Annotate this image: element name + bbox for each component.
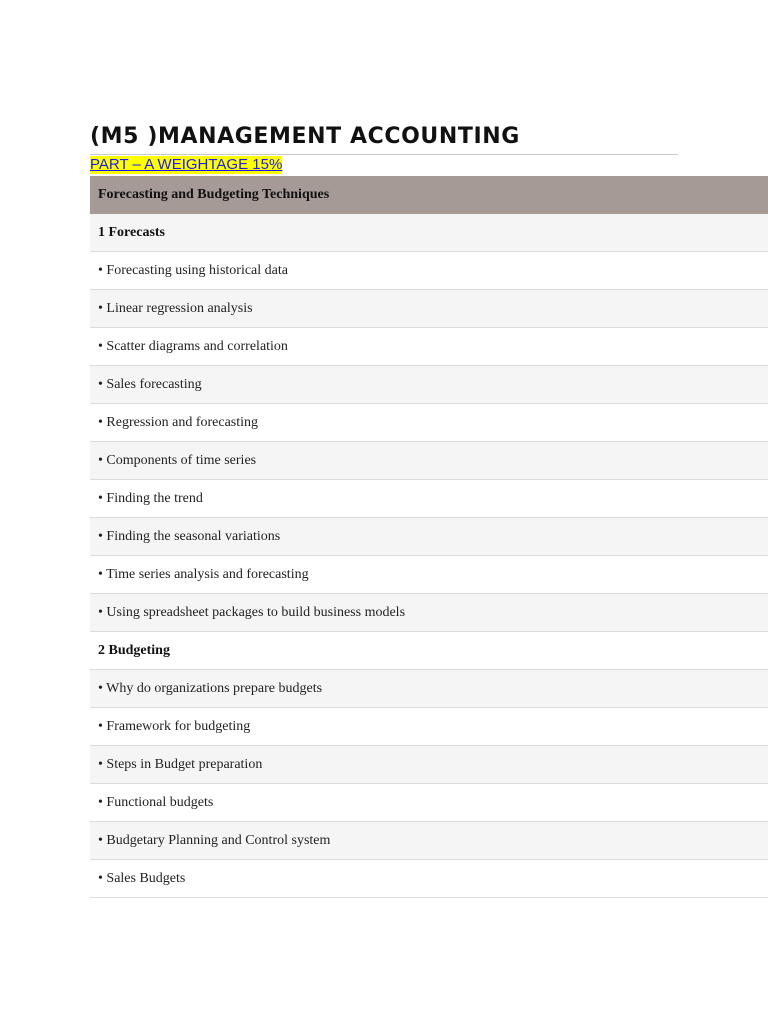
table-row: • Using spreadsheet packages to build business models	[90, 594, 768, 632]
table-row: • Sales Budgets	[90, 860, 768, 898]
document-title: (M5 )MANAGEMENT ACCOUNTING	[90, 124, 520, 149]
section-heading-row: 1 Forecasts	[90, 214, 768, 252]
part-weightage-link[interactable]: PART – A WEIGHTAGE 15%	[90, 156, 283, 173]
syllabus-table	[90, 176, 768, 898]
table-row: • Finding the seasonal variations	[90, 518, 768, 556]
title-divider	[90, 154, 678, 155]
table-row: • Steps in Budget preparation	[90, 746, 768, 784]
table-row: • Finding the trend	[90, 480, 768, 518]
table-row: • Functional budgets	[90, 784, 768, 822]
table-row: • Components of time series	[90, 442, 768, 480]
table-row: • Why do organizations prepare budgets	[90, 670, 768, 708]
table-row: • Framework for budgeting	[90, 708, 768, 746]
table-row: • Time series analysis and forecasting	[90, 556, 768, 594]
section-heading-row: 2 Budgeting	[90, 632, 768, 670]
table-header: Forecasting and Budgeting Techniques	[90, 176, 768, 214]
table-row: • Regression and forecasting	[90, 404, 768, 442]
table-row: • Budgetary Planning and Control system	[90, 822, 768, 860]
table-body	[90, 214, 768, 898]
table-row: • Forecasting using historical data	[90, 252, 768, 290]
table-row: • Sales forecasting	[90, 366, 768, 404]
table-row: • Linear regression analysis	[90, 290, 768, 328]
table-row: • Scatter diagrams and correlation	[90, 328, 768, 366]
